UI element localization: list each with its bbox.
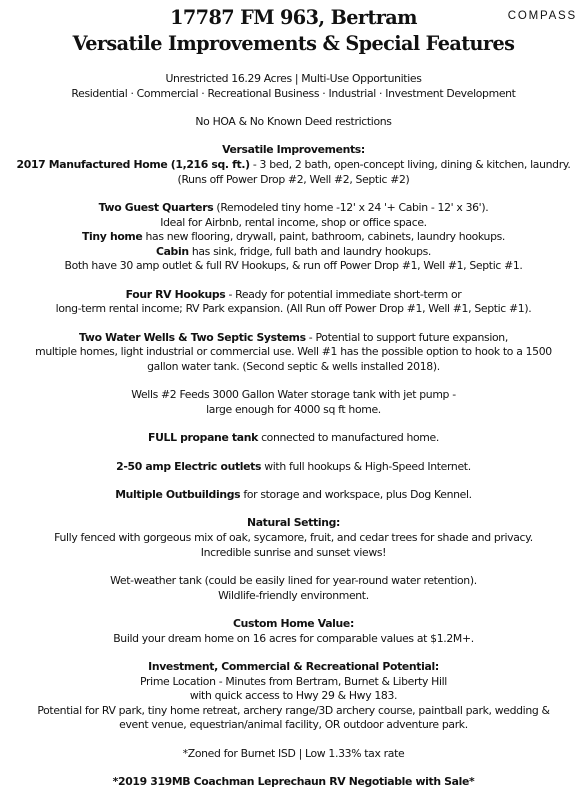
custom-home-heading: Custom Home Value: [233,617,354,630]
outbuildings-block [0,488,587,503]
home-description: - 3 bed, 2 bath, open-concept living, dining & kitchen, laundry. [249,157,571,171]
tank-block [0,574,587,603]
storage-line-1: Wells #2 Feeds 3000 Gallon Water storage tank with jet pump - [131,388,456,402]
custom-home-line: Build your dream home on 16 acres for comparable values at $1.2M+. [113,631,474,645]
outbuildings-description: for storage and workspace, plus Dog Kennel. [240,488,472,502]
custom-home-block [0,617,587,646]
features-document [0,72,587,804]
restrictions-block [0,115,587,130]
page-title: Versatile Improvements & Special Features [72,32,515,55]
guest-block [0,201,587,274]
intro-uses: Residential · Commercial · Recreational Business · Industrial · Investment Development [71,86,516,100]
storage-line-2: large enough for 4000 sq ft home. [206,402,381,416]
tiny-home-label: Tiny home [81,230,143,244]
rv-sale-block [0,775,587,790]
rv-sale-text: *2019 319MB Coachman Leprechaun RV Negotiable with Sale* [112,775,475,789]
natural-heading: Natural Setting: [246,516,341,530]
rv-description: - Ready for potential immediate short-term or [225,287,462,301]
cabin-label: Cabin [155,244,189,258]
propane-block [0,431,587,446]
versatile-heading: Versatile Improvements: [222,143,365,157]
storage-block [0,388,587,417]
wells-detail-1: multiple homes, light industrial or commercial use. Well #1 has the possible option to hook to a 1500 [35,345,552,359]
guest-uses: Ideal for Airbnb, rental income, shop or office space. [160,215,427,229]
tiny-home-description: has new flooring, drywall, paint, bathroom, cabinets, laundry hookups. [142,230,506,244]
home-label: 2017 Manufactured Home (1,216 sq. ft.) [16,157,250,171]
rv-block [0,288,587,317]
wells-detail-2: gallon water tank. (Second septic & wells installed 2018). [147,359,440,373]
investment-line-2: with quick access to Hwy 29 & Hwy 183. [189,689,398,703]
investment-line-1: Prime Location - Minutes from Bertram, Burnet & Liberty Hill [140,674,447,688]
natural-block [0,516,587,560]
home-utilities: (Runs off Power Drop #2, Well #2, Septic #2) [177,172,410,186]
investment-line-3: Potential for RV park, tiny home retreat, archery range/3D archery course, paintball park, wedding & [37,703,550,717]
zoning-text: *Zoned for Burnet ISD | Low 1.33% tax rate [182,746,405,760]
restrictions-text: No HOA & No Known Deed restrictions [195,114,392,128]
guest-description: (Remodeled tiny home -12' x 24 '+ Cabin - 12' x 36'). [213,200,489,214]
wells-label: Two Water Wells & Two Septic Systems [79,330,306,344]
electric-block [0,460,587,475]
guest-utilities: Both have 30 amp outlet & full RV Hookups, & run off Power Drop #1, Well #1, Septic #1. [64,259,523,273]
property-address: 17787 FM 963, Bertram [170,6,417,29]
compass-logo: COMPASS [507,10,577,22]
header [0,0,587,64]
investment-block [0,660,587,733]
intro-acres: Unrestricted 16.29 Acres | Multi-Use Opportunities [165,72,422,85]
investment-line-4: event venue, equestrian/animal facility, OR outdoor adventure park. [119,718,468,732]
guest-label: Two Guest Quarters [98,200,214,214]
natural-line-1: Fully fenced with gorgeous mix of oak, sycamore, fruit, and cedar trees for shade and privacy. [54,531,533,545]
tank-line-2: Wildlife-friendly environment. [218,588,369,602]
zoning-block [0,747,587,762]
propane-label: FULL propane tank [148,431,258,445]
electric-description: with full hookups & High-Speed Internet. [261,459,471,473]
investment-heading: Investment, Commercial & Recreational Potential: [148,659,439,673]
outbuildings-label: Multiple Outbuildings [115,488,241,502]
propane-description: connected to manufactured home. [257,431,439,445]
electric-label: 2-50 amp Electric outlets [116,459,262,473]
natural-line-2: Incredible sunrise and sunset views! [200,545,387,559]
intro-block [0,72,587,101]
versatile-block [0,143,587,187]
wells-description: - Potential to support future expansion, [305,330,508,344]
rv-utilities: long-term rental income; RV Park expansion. (All Run off Power Drop #1, Well #1, Septic #1). [55,302,532,316]
tank-line-1: Wet-weather tank (could be easily lined for year-round water retention). [110,574,477,588]
rv-label: Four RV Hookups [125,287,226,301]
cabin-description: has sink, fridge, full bath and laundry hookups. [188,244,432,258]
wells-block [0,331,587,375]
